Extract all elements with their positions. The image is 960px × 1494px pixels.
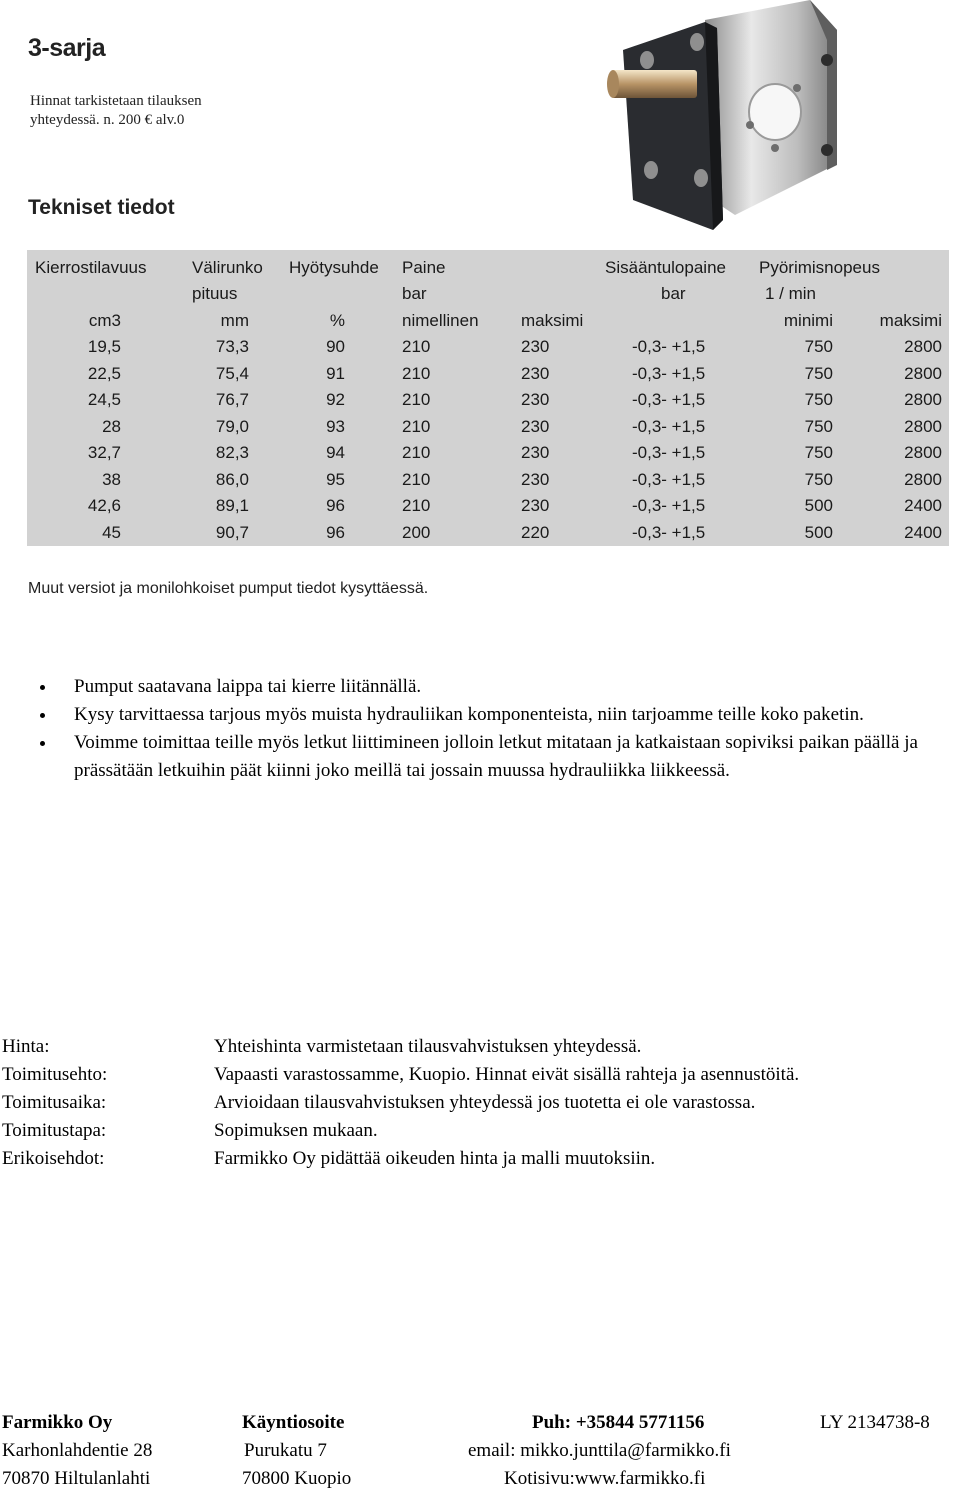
table-cell: 230 [521, 443, 550, 462]
term-label: Toimitusaika: [2, 1092, 107, 1113]
table-cell: 500 [804, 522, 833, 542]
table-cell: 210 [402, 443, 431, 462]
list-item [40, 701, 940, 729]
footer-visit-street: Purukatu 7 [244, 1440, 327, 1461]
table-cell: 2800 [904, 469, 942, 489]
bullet-icon [40, 685, 45, 690]
other-versions-note: Muut versiot ja monilohkoiset pumput tiedot kysyttäessä. [28, 580, 429, 597]
footer-company: Farmikko Oy [2, 1412, 113, 1433]
term-value: Arvioidaan tilausvahvistuksen yhteydessä jos tuotetta ei ole varastossa. [214, 1092, 756, 1113]
table-cell: 94 [326, 443, 345, 462]
footer-phone: Puh: +35844 5771156 [532, 1412, 705, 1433]
header-inlet-line2: bar [661, 284, 686, 303]
header-pressure-line2: bar [402, 284, 427, 303]
header-pressure-line1: Paine [402, 258, 446, 277]
footer-email[interactable]: email: mikko.junttila@farmikko.fi [468, 1440, 731, 1461]
list-item-text: Kysy tarvittaessa tarjous myös muista hydrauliikan komponenteista, niin tarjoamme teille koko paketin. [74, 704, 864, 725]
feature-list [40, 673, 940, 785]
table-cell: 24,5 [87, 390, 121, 409]
table-cell: 220 [521, 522, 550, 542]
list-item [40, 729, 940, 785]
table-cell: 210 [402, 496, 431, 515]
table-cell: 210 [402, 337, 431, 356]
term-value: Sopimuksen mukaan. [214, 1120, 378, 1141]
table-cell: 32,7 [87, 443, 121, 462]
table-cell: 91 [326, 363, 345, 383]
table-cell: 86,0 [215, 469, 249, 489]
table-cell: -0,3- +1,5 [632, 337, 706, 356]
table-cell: 79,0 [215, 416, 249, 436]
unit-cell: mm [220, 311, 249, 330]
table-cell: -0,3- +1,5 [632, 469, 706, 489]
table-cell: 500 [804, 496, 833, 515]
header-speed-line2: 1 / min [765, 284, 817, 303]
table-cell: 82,3 [215, 443, 249, 462]
table-cell: 230 [521, 416, 550, 436]
table-cell: 210 [402, 363, 431, 383]
header-center-line2: pituus [192, 284, 238, 303]
table-cell: 42,6 [87, 496, 121, 515]
table-cell: -0,3- +1,5 [632, 496, 706, 515]
table-cell: 750 [804, 416, 833, 436]
table-cell: 230 [521, 390, 550, 409]
footer-homepage[interactable]: Kotisivu:www.farmikko.fi [504, 1468, 706, 1489]
table-cell: 200 [402, 522, 431, 542]
list-item [40, 673, 940, 701]
spec-table [27, 250, 949, 546]
tech-specs-title: Tekniset tiedot [28, 196, 175, 219]
series-title: 3-sarja [28, 34, 106, 62]
footer-business-id: LY 2134738-8 [820, 1412, 930, 1433]
table-cell: 89,1 [215, 496, 249, 515]
header-displacement: Kierrostilavuus [35, 258, 147, 277]
table-cell: 2800 [904, 443, 942, 462]
table-cell: -0,3- +1,5 [632, 363, 706, 383]
table-cell: 45 [102, 522, 121, 542]
footer-postal: 70870 Hiltulanlahti [2, 1468, 151, 1489]
table-cell: 230 [521, 496, 550, 515]
term-label: Erikoisehdot: [2, 1148, 105, 1169]
header-efficiency: Hyötysuhde [289, 258, 379, 277]
table-cell: 92 [326, 390, 345, 409]
footer-visit-label: Käyntiosoite [242, 1412, 345, 1433]
price-note-line-2: yhteydessä. n. 200 € alv.0 [30, 112, 185, 128]
table-cell: 93 [326, 416, 345, 436]
table-cell: 2400 [904, 522, 942, 542]
header-center-line1: Välirunko [192, 258, 263, 277]
unit-cell: minimi [783, 311, 833, 330]
table-cell: 210 [402, 390, 431, 409]
table-cell: 210 [402, 469, 431, 489]
term-value: Vapaasti varastossamme, Kuopio. Hinnat eivät sisällä rahteja ja asennustöitä. [214, 1064, 800, 1085]
gear-pump-image [605, 0, 845, 232]
table-cell: 230 [521, 337, 550, 356]
table-cell: 19,5 [87, 337, 121, 356]
price-note [30, 92, 202, 130]
list-item-text: Voimme toimittaa teille myös letkut liittimineen jolloin letkut mitataan ja katkaistaan sopiviksi paikan päällä ja prässätään letkuihin päät kiinni joko meillä tai jossain muussa hydrauliikka liikkeessä. [74, 732, 918, 781]
term-label: Hinta: [2, 1036, 50, 1057]
table-cell: 750 [804, 469, 833, 489]
table-cell: 2400 [904, 496, 942, 515]
table-cell: 38 [102, 469, 121, 489]
table-cell: 28 [102, 416, 121, 436]
table-cell: 2800 [904, 390, 942, 409]
term-label: Toimitustapa: [2, 1120, 107, 1141]
price-note-line-1: Hinnat tarkistetaan tilauksen [30, 93, 202, 109]
table-cell: -0,3- +1,5 [632, 390, 706, 409]
header-inlet-line1: Sisääntulopaine [605, 258, 726, 277]
table-cell: 750 [804, 363, 833, 383]
table-cell: -0,3- +1,5 [632, 416, 706, 436]
table-cell: 22,5 [87, 363, 121, 383]
table-cell: 75,4 [215, 363, 249, 383]
bullet-icon [40, 741, 45, 746]
unit-cell: maksimi [521, 311, 584, 330]
table-cell: 750 [804, 443, 833, 462]
table-cell: 2800 [904, 337, 942, 356]
term-label: Toimitusehto: [2, 1064, 108, 1085]
table-cell: 750 [804, 337, 833, 356]
table-cell: 96 [326, 496, 345, 515]
table-cell: 230 [521, 363, 550, 383]
table-cell: 95 [326, 469, 345, 489]
table-cell: -0,3- +1,5 [632, 443, 706, 462]
unit-cell: % [329, 311, 345, 330]
table-cell: 750 [804, 390, 833, 409]
term-value: Farmikko Oy pidättää oikeuden hinta ja malli muutoksiin. [214, 1148, 656, 1169]
table-cell: 90 [326, 337, 345, 356]
table-cell: 76,7 [215, 390, 249, 409]
footer-visit-postal: 70800 Kuopio [242, 1468, 352, 1489]
table-cell: 2800 [904, 363, 942, 383]
footer-street: Karhonlahdentie 28 [2, 1440, 153, 1461]
table-cell: 73,3 [215, 337, 249, 356]
unit-cell: nimellinen [402, 311, 479, 330]
header-speed-line1: Pyörimisnopeus [759, 258, 880, 277]
unit-cell: cm3 [88, 311, 121, 330]
table-cell: -0,3- +1,5 [632, 522, 706, 542]
table-cell: 230 [521, 469, 550, 489]
table-cell: 90,7 [215, 522, 249, 542]
bullet-icon [40, 713, 45, 718]
list-item-text: Pumput saatavana laippa tai kierre liitännällä. [74, 676, 422, 697]
table-cell: 2800 [904, 416, 942, 436]
term-value: Yhteishinta varmistetaan tilausvahvistuksen yhteydessä. [214, 1036, 642, 1057]
table-cell: 96 [326, 522, 345, 542]
unit-cell: maksimi [879, 311, 942, 330]
table-cell: 210 [402, 416, 431, 436]
